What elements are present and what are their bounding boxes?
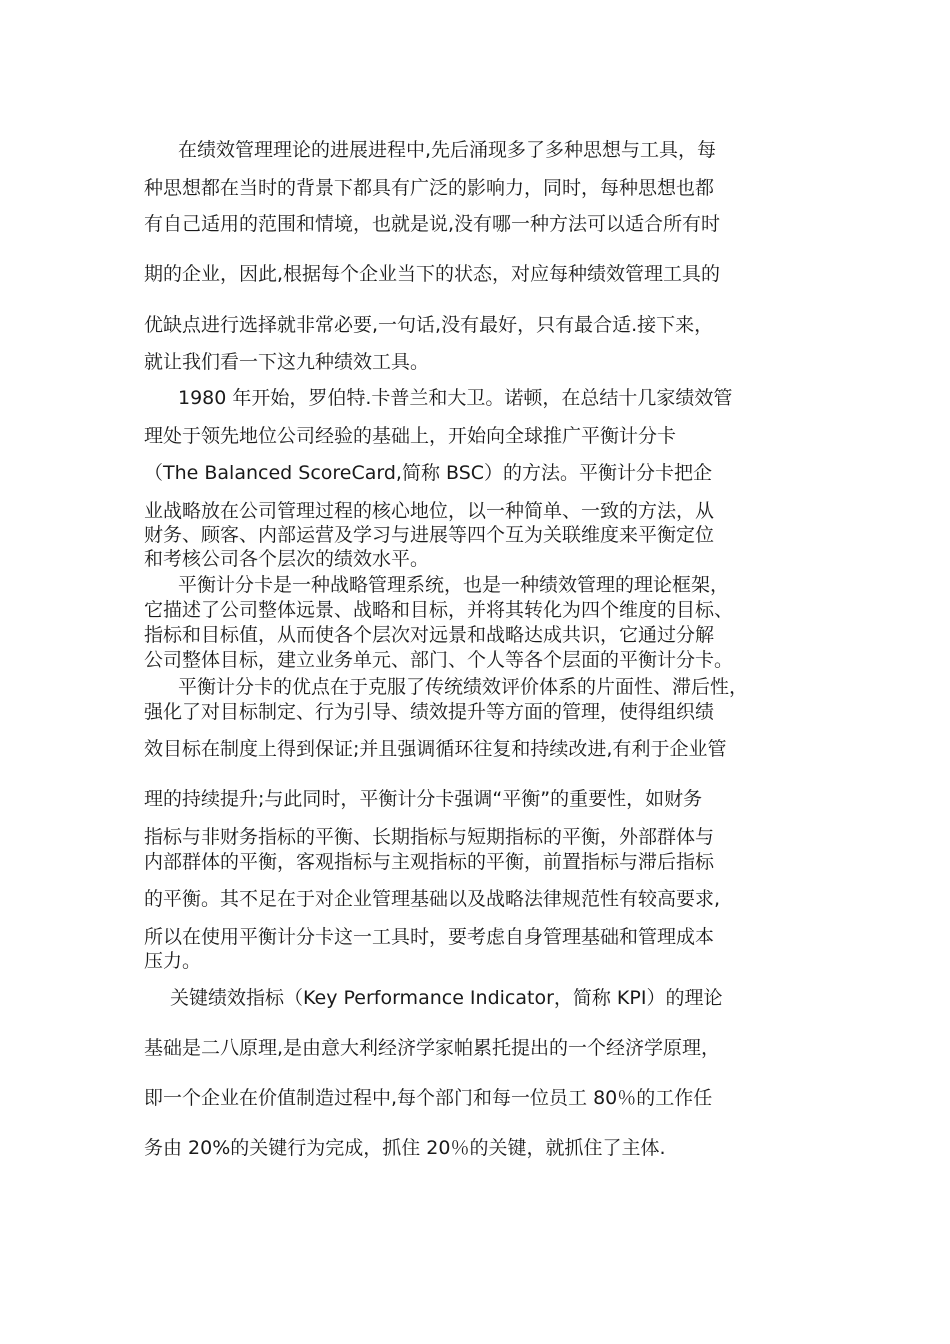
text-line: 平衡计分卡的优点在于克服了传统绩效评价体系的片面性、滞后性， [178,676,749,698]
text-line: 公司整体目标，建立业务单元、部门、个人等各个层面的平衡计分卡。 [144,649,734,671]
text-line: 理处于领先地位公司经验的基础上，开始向全球推广平衡计分卡 [144,425,677,447]
text-line: 有自己适用的范围和情境，也就是说,没有哪一种方法可以适合所有时 [144,213,721,235]
text-line: 内部群体的平衡，客观指标与主观指标的平衡，前置指标与滞后指标 [144,851,715,873]
text-line: 压力。 [144,950,202,972]
text-line: 就让我们看一下这九种绩效工具。 [144,351,430,373]
text-line: 种思想都在当时的背景下都具有广泛的影响力，同时，每种思想也都 [144,177,715,199]
text-line: 指标和目标值，从而使各个层次对远景和战略达成共识，它通过分解 [144,624,715,646]
text-line: 务由 20%的关键行为完成，抓住 20％的关键，就抓住了主体. [144,1137,666,1159]
text-line: 优缺点进行选择就非常必要,一句话,没有最好，只有最合适.接下来， [144,314,714,336]
text-line: 关键绩效指标（Key Performance Indicator，简称 KPI）的理论 [170,987,723,1009]
text-line: 即一个企业在价值制造过程中,每个部门和每一位员工 80％的工作任 [144,1087,713,1109]
text-line: 它描述了公司整体远景、战略和目标，并将其转化为四个维度的目标、 [144,599,734,621]
text-line: （The Balanced ScoreCard,简称 BSC）的方法。平衡计分卡把企 [144,462,713,484]
text-line: 基础是二八原理,是由意大利经济学家帕累托提出的一个经济学原理， [144,1037,721,1059]
text-line: 在绩效管理理论的进展进程中,先后涌现多了多种思想与工具，每 [178,139,717,161]
text-line: 期的企业，因此,根据每个企业当下的状态，对应每种绩效管理工具的 [144,263,721,285]
text-line: 指标与非财务指标的平衡、长期指标与短期指标的平衡，外部群体与 [144,826,715,848]
text-line: 理的持续提升;与此同时，平衡计分卡强调“平衡”的重要性，如财务 [144,788,703,810]
text-line: 效目标在制度上得到保证;并且强调循环往复和持续改进,有利于企业管 [144,738,727,760]
text-line: 1980 年开始，罗伯特.卡普兰和大卫。诺顿，在总结十几家绩效管 [178,387,733,409]
text-line: 平衡计分卡是一种战略管理系统，也是一种绩效管理的理论框架， [178,574,730,596]
text-line: 所以在使用平衡计分卡这一工具时，要考虑自身管理基础和管理成本 [144,926,715,948]
text-line: 业战略放在公司管理过程的核心地位，以一种简单、一致的方法，从 [144,500,715,522]
text-line: 强化了对目标制定、行为引导、绩效提升等方面的管理，使得组织绩 [144,701,715,723]
text-line: 的平衡。其不足在于对企业管理基础以及战略法律规范性有较高要求, [144,888,721,910]
text-line: 和考核公司各个层次的绩效水平。 [144,548,430,570]
text-line: 财务、顾客、内部运营及学习与进展等四个互为关联维度来平衡定位 [144,524,715,546]
